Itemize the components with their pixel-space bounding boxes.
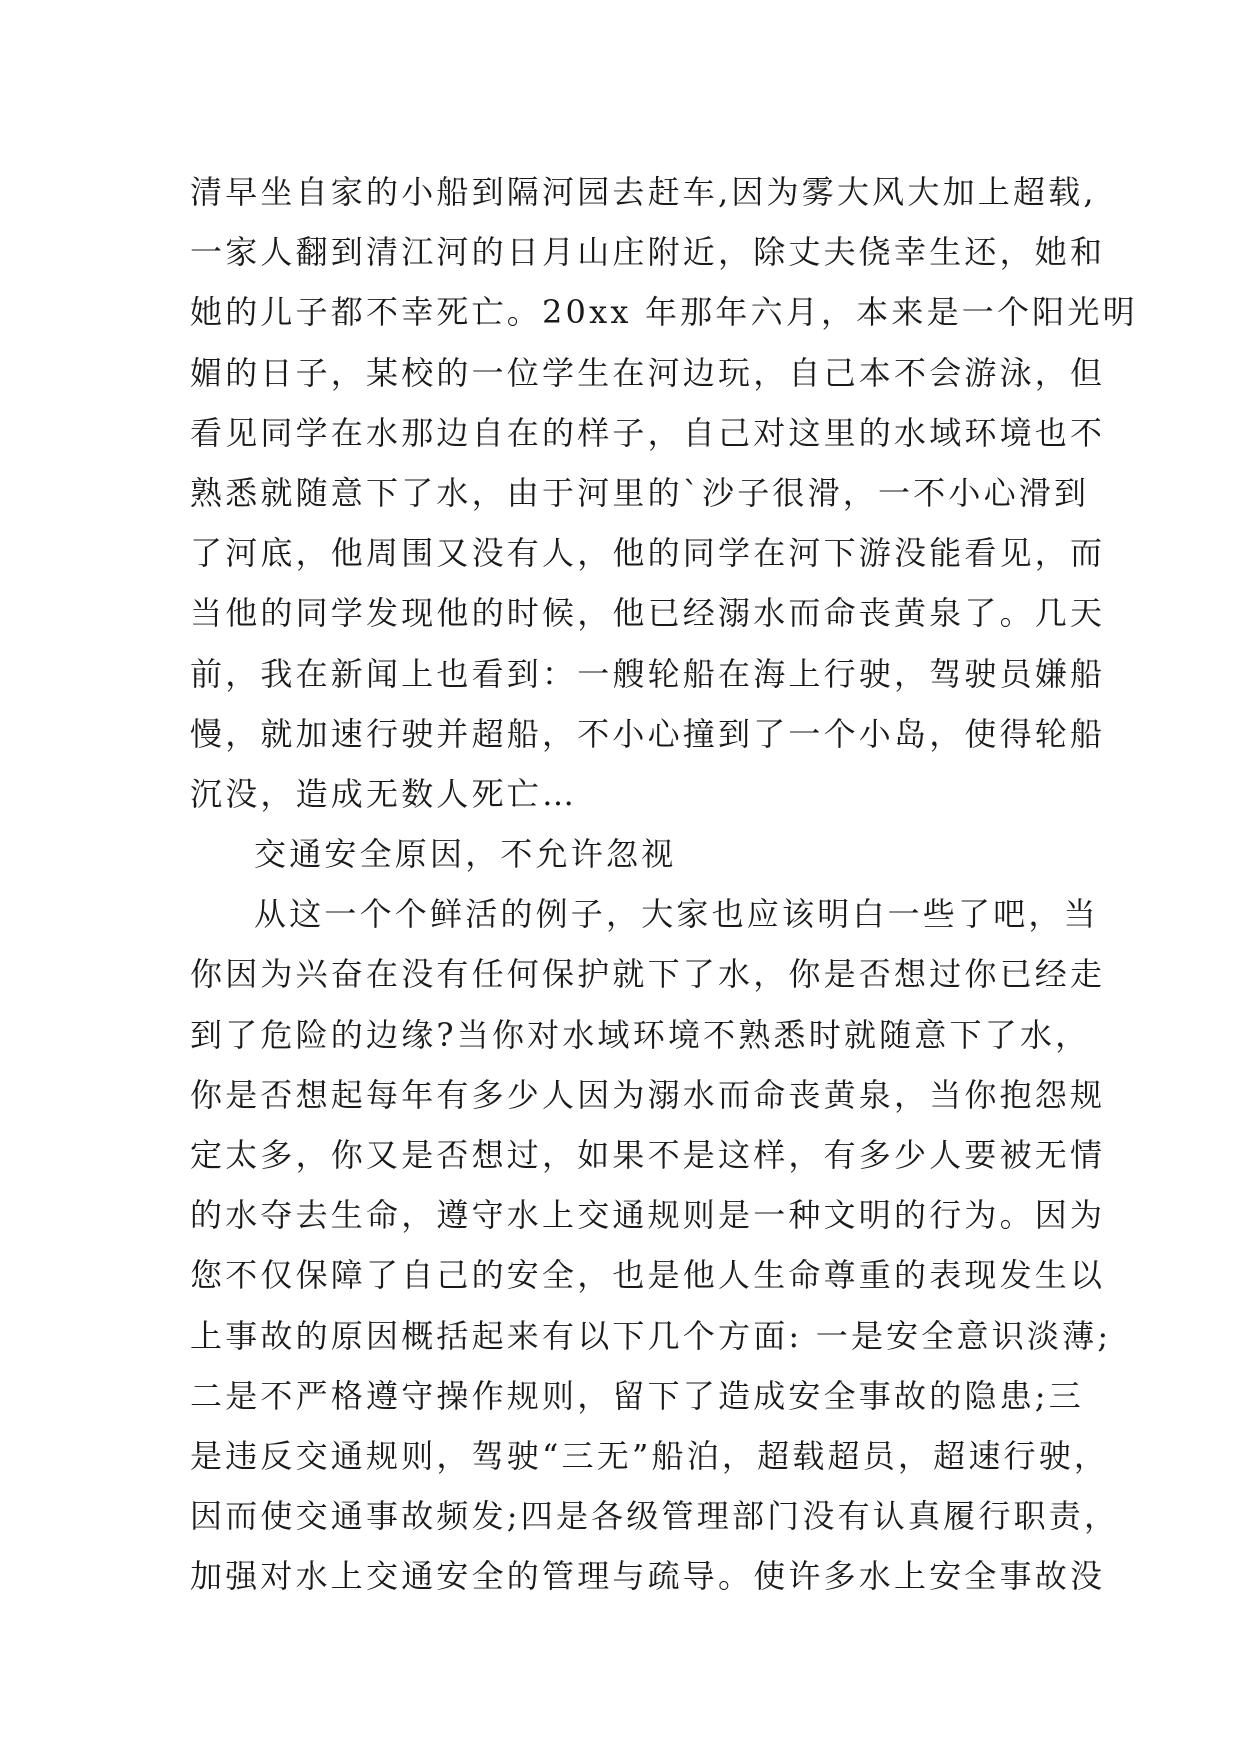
text-line: 你因为兴奋在没有任何保护就下了水，你是否想过你已经走	[190, 955, 1106, 994]
text-line: 你是否想起每年有多少人因为溺水而命丧黄泉，当你抱怨规	[190, 1075, 1106, 1114]
text-line: 定太多，你又是否想过，如果不是这样，有多少人要被无情	[190, 1136, 1106, 1174]
text-line: 加强对水上交通安全的管理与疏导。使许多水上安全事故没	[190, 1557, 1106, 1596]
text-line: 是违反交通规则，驾驶“三无”船泊，超载超员，超速行驶，	[190, 1436, 1110, 1475]
text-line: 看见同学在水那边自在的样子，自己对这里的水域环境也不	[190, 413, 1106, 452]
body-text	[190, 162, 1138, 1607]
text-line: 上事故的原因概括起来有以下几个方面: 一是安全意识淡薄;	[190, 1316, 1112, 1355]
text-line: 的水夺去生命，遵守水上交通规则是一种文明的行为。因为	[190, 1196, 1106, 1235]
text-line: 慢，就加速行驶并超船，不小心撞到了一个小岛，使得轮船	[190, 714, 1106, 753]
text-line: 前，我在新闻上也看到：一艘轮船在海上行驶，驾驶员嫌船	[190, 654, 1106, 693]
paragraph-start-line: 从这一个个鲜活的例子，大家也应该明白一些了吧，当	[254, 895, 1099, 934]
text-line: 一家人翻到清江河的日月山庄附近，除丈夫侥幸生还，她和	[190, 233, 1106, 272]
text-line: 当他的同学发现他的时候，他已经溺水而命丧黄泉了。几天	[190, 594, 1106, 633]
text-line: 熟悉就随意下了水，由于河里的`沙子很滑，一不小心滑到	[190, 473, 1090, 512]
text-line: 您不仅保障了自己的安全，也是他人生命尊重的表现发生以	[190, 1256, 1106, 1295]
text-line: 因而使交通事故频发;四是各级管理部门没有认真履行职责，	[190, 1497, 1120, 1536]
text-line: 了河底，他周围又没有人，他的同学在河下游没能看见，而	[190, 534, 1106, 573]
text-line: 她的儿子都不幸死亡。20xx 年那年六月，本来是一个阳光明	[190, 293, 1138, 332]
section-heading: 交通安全原因，不允许忽视	[254, 835, 677, 874]
text-line: 清早坐自家的小船到隔河园去赶车,因为雾大风大加上超载,	[190, 173, 1097, 211]
text-line: 到了危险的边缘?当你对水域环境不熟悉时就随意下了水，	[190, 1015, 1091, 1054]
text-line: 二是不严格遵守操作规则，留下了造成安全事故的隐患;三	[190, 1376, 1084, 1415]
text-line: 沉没，造成无数人死亡…	[190, 774, 578, 813]
text-line: 媚的日子，某校的一位学生在河边玩，自己本不会游泳，但	[190, 353, 1106, 392]
